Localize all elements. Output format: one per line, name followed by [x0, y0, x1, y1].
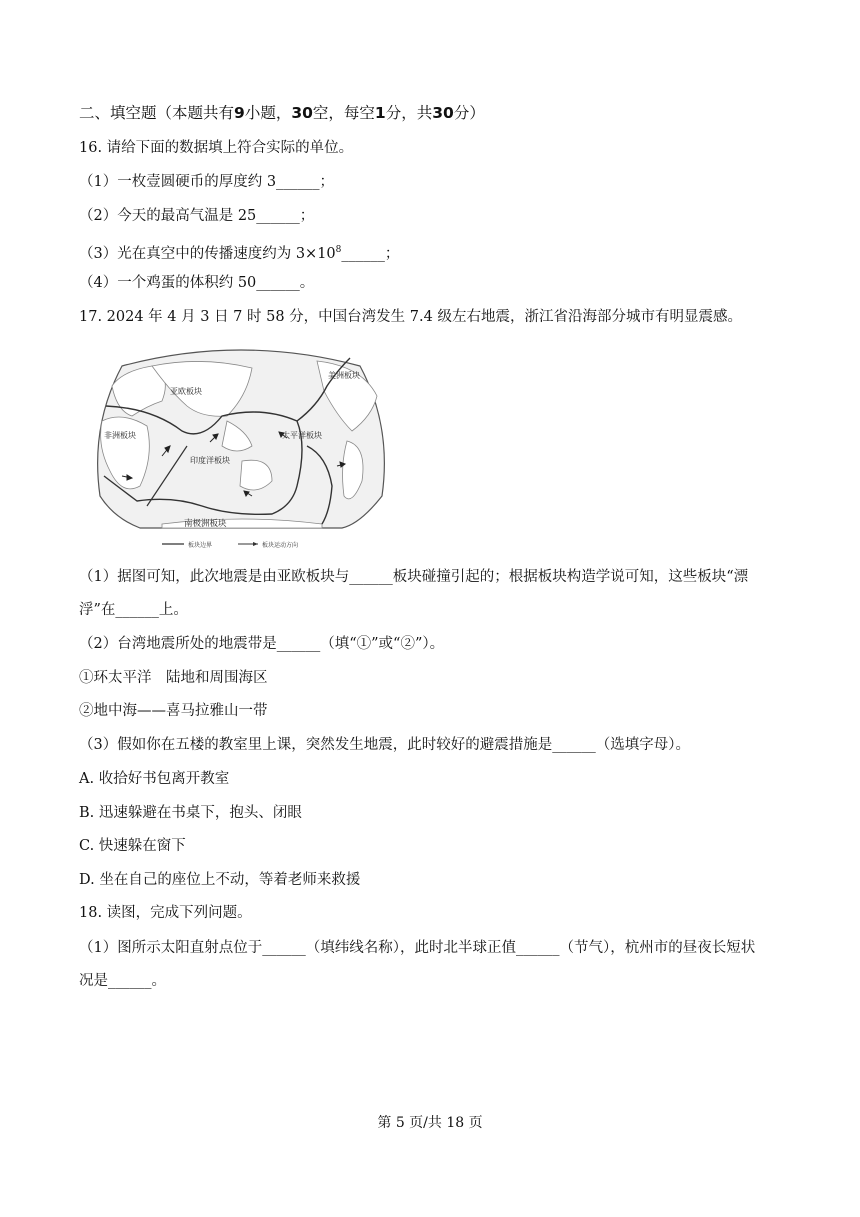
section-header-num-questions: 9	[234, 104, 245, 122]
legend-arrow-head	[253, 542, 258, 546]
section-header-text: 空，每空	[312, 104, 375, 122]
legend-boundary-label: 板块边界	[188, 542, 213, 549]
q16-item-4: （4）一个鸡蛋的体积约 50______。	[79, 275, 315, 291]
q18-stem: 18. 读图，完成下列问题。	[79, 905, 252, 921]
q16-item-1: （1）一枚壹圆硬币的厚度约 3______；	[79, 174, 335, 190]
section-header	[79, 103, 485, 123]
q17-part1-line2: 浮”在______上。	[79, 602, 188, 618]
q18-part1-line2: 况是______。	[79, 973, 166, 989]
section-header-points-each: 1	[374, 104, 386, 122]
q16-stem: 16. 请给下面的数据填上符合实际的单位。	[79, 140, 354, 156]
section-header-total-points: 30	[432, 104, 454, 122]
plate-label-indian-ocean: 印度洋板块	[190, 456, 230, 465]
plate-label-antarctic: 南极洲板块	[184, 519, 227, 529]
q17-option-1: ①环太平洋 陆地和周围海区	[79, 670, 268, 686]
legend-direction-label: 板块运动方向	[262, 542, 299, 549]
plate-map	[92, 346, 390, 552]
section-header-num-blanks: 30	[291, 104, 313, 122]
q16-item-3-suffix: ______；	[341, 245, 400, 262]
q18-part1-line1: （1）图所示太阳直射点位于______（填纬线名称），此时北半球正值______（节气），杭州市的昼夜长短状	[79, 940, 756, 956]
q16-item-3-prefix: （3）光在真空中的传播速度约为 3×10	[79, 245, 336, 262]
q17-choice-c: C. 快速躲在窗下	[79, 838, 186, 854]
plate-label-african: 非洲板块	[104, 431, 136, 440]
section-header-prefix: 二、填空题（本题共有	[79, 104, 235, 122]
section-header-text: 小题，	[244, 104, 292, 122]
q17-stem: 17. 2024 年 4 月 3 日 7 时 58 分，中国台湾发生 7.4 级左右地震，浙江省沿海部分城市有明显震感。	[79, 309, 742, 325]
q17-choice-b: B. 迅速躲避在书桌下，抱头、闭眼	[79, 805, 302, 821]
q17-part1-line1: （1）据图可知，此次地震是由亚欧板块与______板块碰撞引起的；根据板块构造学说可知，这些板块“漂	[79, 569, 749, 585]
q17-choice-d: D. 坐在自己的座位上不动，等着老师来救援	[79, 872, 361, 888]
plate-label-american: 美洲板块	[328, 371, 360, 380]
q17-part3: （3）假如你在五楼的教室里上课，突然发生地震，此时较好的避震措施是______（选填字母）。	[79, 737, 690, 753]
q17-choice-a: A. 收拾好书包离开教室	[79, 771, 230, 787]
q17-part2: （2）台湾地震所处的地震带是______（填“①”或“②”）。	[79, 636, 445, 652]
plate-label-pacific: 太平洋板块	[282, 431, 322, 440]
section-header-text: 分，共	[385, 104, 433, 122]
q16-item-3-exponent: 8	[335, 245, 342, 255]
q17-option-2: ②地中海——喜马拉雅山一带	[79, 703, 268, 719]
q16-item-3	[79, 240, 399, 264]
plate-label-eurasian: 亚欧板块	[170, 387, 202, 396]
section-header-suffix: 分）	[453, 104, 485, 122]
page-number: 第 5 页/共 18 页	[377, 1115, 483, 1131]
q16-item-2: （2）今天的最高气温是 25______；	[79, 208, 315, 224]
